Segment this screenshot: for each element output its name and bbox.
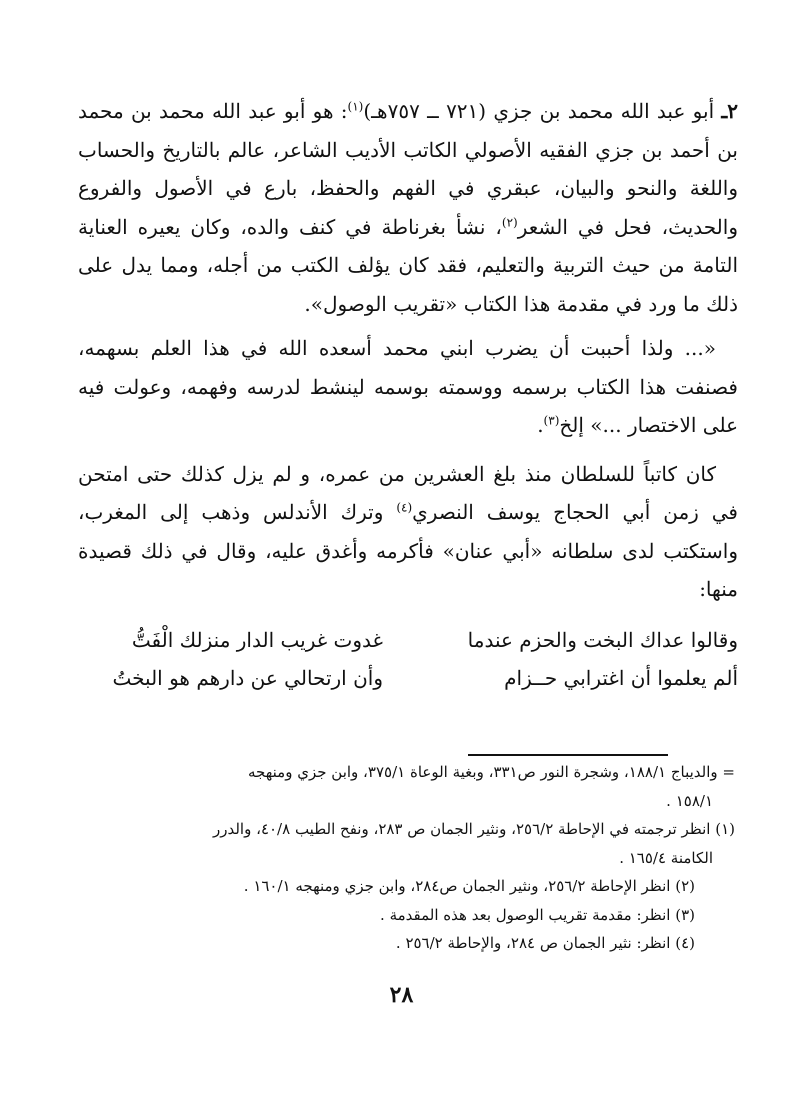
footnote-text: انظر: مقدمة تقريب الوصول بعد هذه المقدمة . [380,905,671,924]
footnote-item [95,929,735,958]
entry-number: ٢ـ [721,99,738,123]
poem-verses [78,621,738,697]
footnote-text: والديباج ١٨٨/١، وشجرة النور ص٣٣١، وبغية الوعاة ٣٧٥/١، وابن جزي ومنهجه [248,763,718,781]
footnotes [95,758,735,958]
footnote-ref-4: (٤) [396,500,413,515]
paragraph-biography [78,92,738,323]
quote-text: «... ولذا أحببت أن يضرب ابني محمد أسعده الله في هذا العلم بسهمه، فصنفت هذا الكتاب برسمه ووسمته بوسمه لينشط لدرسه وفهمه، وعولت فيه على الاختصار ...» إلخ [78,336,738,437]
footnote-ref-3: (٣) [543,413,560,428]
verse-line [78,621,738,659]
verse-first-hemistich: وقالوا عداك البخت والحزم عندما [467,627,738,652]
footnote-text: انظر الإحاطة ٢٥٦/٢، ونثير الجمان ص٢٨٤، وابن جزي ومنهجه ١٦٠/١ . [243,877,671,895]
footnote-ref-1: (١) [347,99,364,114]
footnote-marker: (٢) [675,877,695,895]
footnote-item [95,815,735,844]
footnote-text: ١٥٨/١ . [666,791,713,810]
biography-text-continued: ، نشأ بغرناطة في كنف والده، وكان يعيره العناية التامة من حيث التربية والتعليم، فقد كان يؤلف الكتب من أجله، ومما يدل على ذلك ما ورد في مقدمة هذا الكتاب «تقريب الوصول». [78,214,738,316]
page-number: ٢٨ [389,982,414,1008]
quote-end: . [537,413,544,437]
paragraph-quote [78,329,738,445]
biography-text: : هو أبو عبد الله محمد بن محمد بن أحمد بن جزي الفقيه الأصولي الكاتب الأديب الشاعر، عالم بالتاريخ والحساب واللغة والنحو والبيان، عبقري في الفهم والحفظ، بارع في الأصول والفروع والحديث، فحل في الشعر [78,99,738,239]
footnote-marker: = [722,763,735,781]
verse-first-hemistich: ألم يعلموا أن اغترابي حــزام [504,665,738,690]
footnote-marker: (٤) [675,934,695,952]
footnote-item [95,758,735,787]
verse-second-hemistich: وأن ارتحالي عن دارهم هو البختُ [112,665,383,690]
footnote-divider [468,754,668,756]
verse-line [78,659,738,697]
footnote-item [95,901,735,930]
footnote-text: الكامنة ١٦٥/٤ . [619,848,713,867]
footnote-ref-2: (٢) [501,214,518,229]
entry-title: أبو عبد الله محمد بن جزي (٧٢١ ــ ٧٥٧هـ) [363,99,715,123]
footnote-text: انظر: نثير الجمان ص ٢٨٤، والإحاطة ٢٥٦/٢ . [395,934,671,952]
footnote-continuation [95,844,735,873]
footnote-marker: (٣) [675,905,695,924]
footnote-continuation [95,787,735,816]
career-text-continued: وترك الأندلس وذهب إلى المغرب، واستكتب لدى سلطانه «أبي عنان» فأكرمه وأغدق عليه، وقال في ذلك قصيدة منها: [78,500,738,601]
footnote-text: انظر ترجمته في الإحاطة ٢٥٦/٢، ونثير الجمان ص ٢٨٣، ونفح الطيب ٤٠/٨، والدرر [212,820,711,838]
verse-second-hemistich: غدوت غريب الدار منزلك الْفَتُّ [131,627,383,652]
footnote-marker: (١) [715,820,735,838]
main-text [78,92,738,697]
footnote-item [95,872,735,901]
paragraph-career [78,455,738,609]
career-text: كان كاتباً للسلطان منذ بلغ العشرين من عمره، و لم يزل كذلك حتى امتحن في زمن أبي الحجاج يوسف النصري [78,461,738,524]
